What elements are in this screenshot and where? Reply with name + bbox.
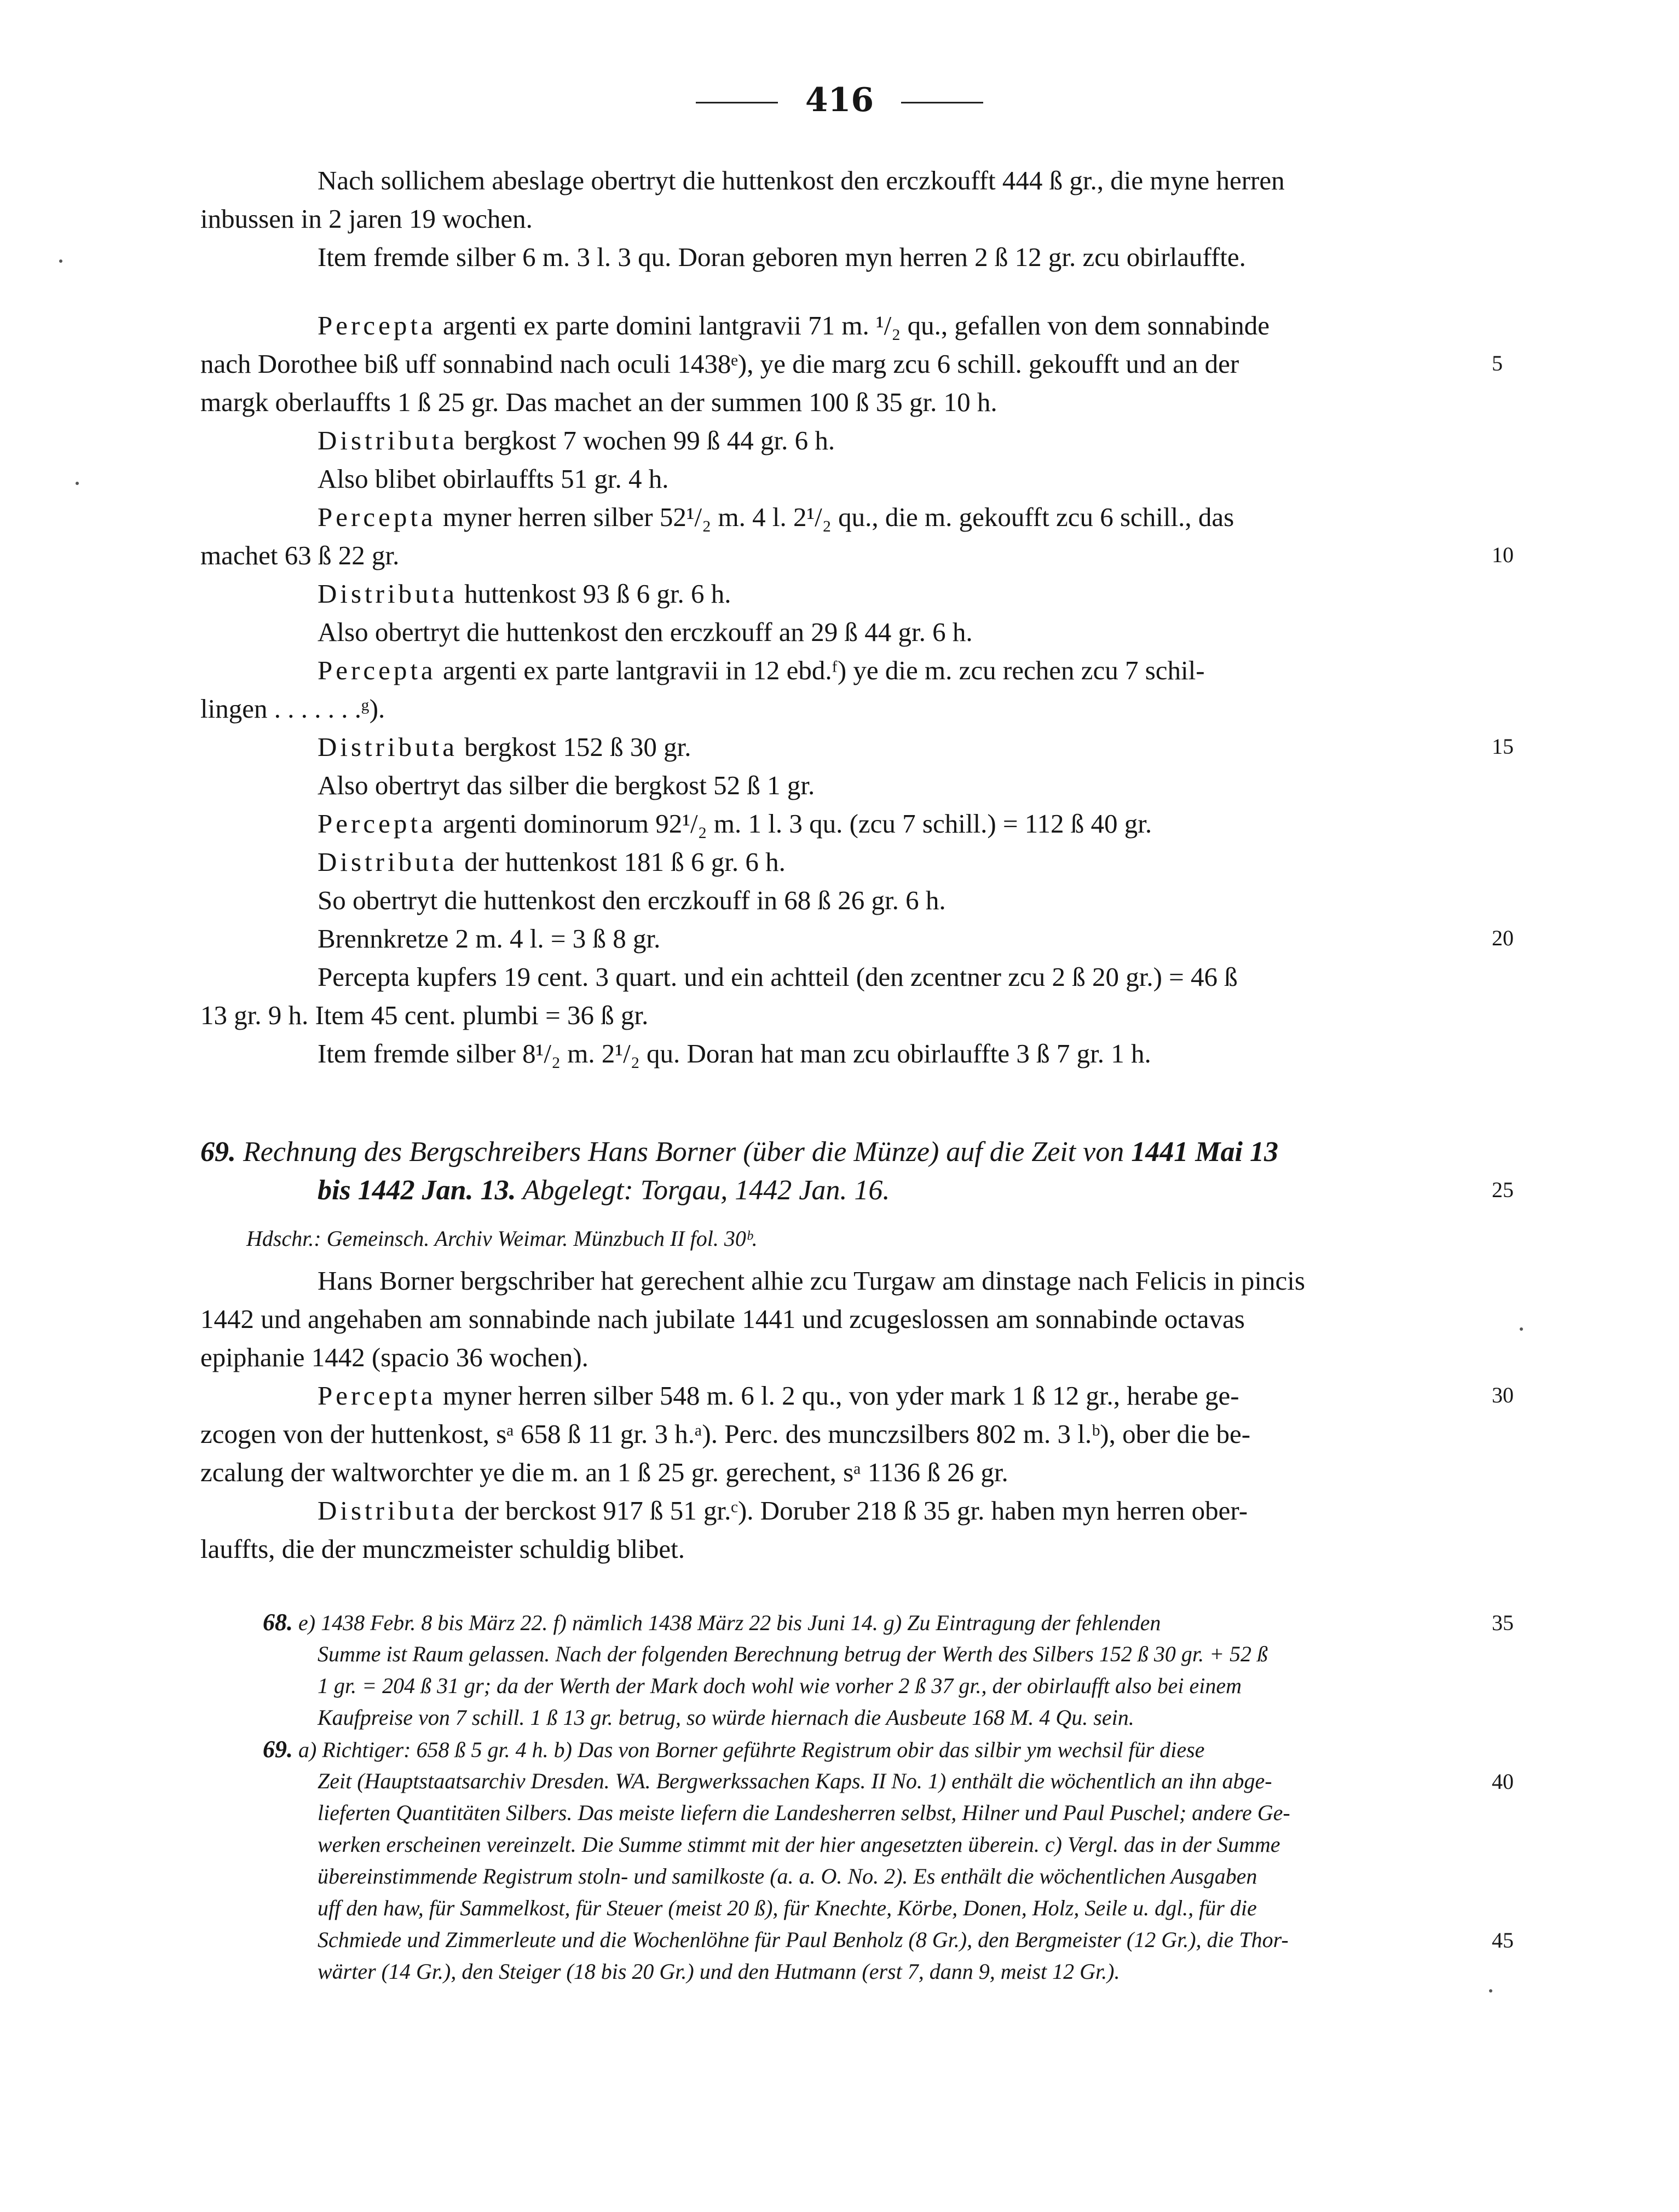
line-number: 40 bbox=[1492, 1769, 1514, 1794]
text-line: Distributa bergkost 152 ß 30 gr. bbox=[318, 732, 691, 762]
page-number: 416 bbox=[805, 81, 874, 119]
text-line: Distributa der huttenkost 181 ß 6 gr. 6 h. bbox=[318, 847, 786, 877]
line-number: 5 bbox=[1492, 351, 1503, 376]
text-line: zcalung der waltworchter ye die m. an 1 ß 25 gr. gerechent, sᵃ 1136 ß 26 gr. bbox=[200, 1457, 1008, 1487]
source-note: Hdschr.: Gemeinsch. Archiv Weimar. Münzbuch II fol. 30ᵇ. bbox=[246, 1226, 758, 1251]
text-line: inbussen in 2 jaren 19 wochen. bbox=[200, 204, 533, 234]
text-line: Brennkretze 2 m. 4 l. = 3 ß 8 gr. bbox=[318, 923, 661, 954]
text-line: So obertryt die huttenkost den erczkouff in 68 ß 26 gr. 6 h. bbox=[318, 885, 946, 915]
distributa-label: Distributa bbox=[318, 847, 458, 877]
header-rule-right bbox=[901, 102, 983, 103]
text-line: nach Dorothee biß uff sonnabind nach oculi 1438ᵉ), ye die marg zcu 6 schill. gekoufft und an der bbox=[200, 349, 1239, 379]
distributa-label: Distributa bbox=[318, 579, 458, 609]
text-line: Percepta argenti ex parte lantgravii in 12 ebd.ᶠ) ye die m. zcu rechen zcu 7 schil- bbox=[318, 655, 1205, 685]
scan-speck bbox=[76, 482, 79, 485]
text-line: Percepta kupfers 19 cent. 3 quart. und ein achtteil (den zcentner zcu 2 ß 20 gr.) = 46 ß bbox=[318, 962, 1238, 992]
scan-speck bbox=[1489, 1989, 1492, 1992]
scan-speck bbox=[59, 259, 62, 263]
text-line: Item fremde silber 6 m. 3 l. 3 qu. Doran geboren myn herren 2 ß 12 gr. zcu obirlauffte. bbox=[318, 242, 1246, 272]
text-line: lingen . . . . . . .ᵍ). bbox=[200, 694, 385, 724]
text-line: Percepta argenti dominorum 92¹/₂ m. 1 l. 3 qu. (zcu 7 schill.) = 112 ß 40 gr. bbox=[318, 808, 1152, 839]
text-line: Also blibet obirlauffts 51 gr. 4 h. bbox=[318, 464, 669, 494]
line-number: 15 bbox=[1492, 734, 1514, 759]
text-line: zcogen von der huttenkost, sᵃ 658 ß 11 gr. 3 h.ᵃ). Perc. des munczsilbers 802 m. 3 l.ᵇ), ober die be- bbox=[200, 1419, 1251, 1449]
percepta-label: Percepta bbox=[318, 502, 436, 532]
entry-number: 69. bbox=[200, 1136, 236, 1168]
percepta-label: Percepta bbox=[318, 655, 436, 685]
entry-title: 69. Rechnung des Bergschreibers Hans Borner (über die Münze) auf die Zeit von 1441 Mai 13 bbox=[200, 1136, 1278, 1168]
footnote-line: Summe ist Raum gelassen. Nach der folgenden Berechnung betrug der Werth des Silbers 152 ß 30 gr. + 52 ß bbox=[318, 1642, 1268, 1666]
percepta-label: Percepta bbox=[318, 808, 436, 839]
text-line: machet 63 ß 22 gr. bbox=[200, 540, 400, 570]
footnote-line: uff den haw, für Sammelkost, für Steuer (meist 20 ß), für Knechte, Körbe, Donen, Holz, Seile u. dgl., für die bbox=[318, 1896, 1257, 1920]
footnote-line: lieferten Quantitäten Silbers. Das meiste liefern die Landesherren selbst, Hilner und Paul Puschel; andere Ge- bbox=[318, 1800, 1290, 1825]
text-line: 13 gr. 9 h. Item 45 cent. plumbi = 36 ß gr. bbox=[200, 1000, 649, 1030]
header-rule-left bbox=[696, 102, 778, 103]
footnote-line: 68. e) 1438 Febr. 8 bis März 22. f) nämlich 1438 März 22 bis Juni 14. g) Zu Eintragung der fehlenden bbox=[263, 1609, 1161, 1636]
text-line: margk oberlauffts 1 ß 25 gr. Das machet an der summen 100 ß 35 gr. 10 h. bbox=[200, 387, 997, 417]
footnote-line: Zeit (Hauptstaatsarchiv Dresden. WA. Bergwerkssachen Kaps. II No. 1) enthält die wöchentlich an ihn abge- bbox=[318, 1769, 1272, 1793]
distributa-label: Distributa bbox=[318, 732, 458, 762]
line-number: 45 bbox=[1492, 1928, 1514, 1953]
footnote-line: Schmiede und Zimmerleute und die Wochenlöhne für Paul Benholz (8 Gr.), den Bergmeister (12 Gr.), die Thor- bbox=[318, 1927, 1289, 1952]
percepta-label: Percepta bbox=[318, 1381, 436, 1411]
text-line: Also obertryt die huttenkost den erczkouff an 29 ß 44 gr. 6 h. bbox=[318, 617, 973, 647]
text-line: Also obertryt das silber die bergkost 52 ß 1 gr. bbox=[318, 770, 815, 800]
text-line: Distributa huttenkost 93 ß 6 gr. 6 h. bbox=[318, 579, 731, 609]
footnote-line: wärter (14 Gr.), den Steiger (18 bis 20 Gr.) und den Hutmann (erst 7, dann 9, meist 12 Gr.). bbox=[318, 1959, 1120, 1984]
text-line: Percepta myner herren silber 52¹/₂ m. 4 l. 2¹/₂ qu., die m. gekoufft zcu 6 schill., das bbox=[318, 502, 1234, 532]
scan-speck bbox=[1520, 1327, 1523, 1331]
text-line: Distributa bergkost 7 wochen 99 ß 44 gr. 6 h. bbox=[318, 425, 835, 455]
percepta-label: Percepta bbox=[318, 310, 436, 340]
line-number: 25 bbox=[1492, 1177, 1514, 1202]
footnote-line: Kaufpreise von 7 schill. 1 ß 13 gr. betrug, so würde hiernach die Ausbeute 168 M. 4 Qu. sein. bbox=[318, 1705, 1134, 1730]
page-header bbox=[0, 81, 1679, 119]
footnote-number: 68. bbox=[263, 1609, 293, 1636]
footnote-line: werken erscheinen vereinzelt. Die Summe stimmt mit der hier angesetzten überein. c) Vergl. das in der Summe bbox=[318, 1832, 1280, 1857]
distributa-label: Distributa bbox=[318, 1495, 458, 1526]
text-line: Item fremde silber 8¹/₂ m. 2¹/₂ qu. Doran hat man zcu obirlauffte 3 ß 7 gr. 1 h. bbox=[318, 1038, 1151, 1069]
line-number: 20 bbox=[1492, 926, 1514, 950]
text-line: epiphanie 1442 (spacio 36 wochen). bbox=[200, 1342, 588, 1372]
distributa-label: Distributa bbox=[318, 425, 458, 455]
text-line: Percepta argenti ex parte domini lantgravii 71 m. ¹/₂ qu., gefallen von dem sonnabinde bbox=[318, 310, 1270, 340]
text-line: lauffts, die der munczmeister schuldig blibet. bbox=[200, 1534, 685, 1564]
entry-title-cont: bis 1442 Jan. 13. Abgelegt: Torgau, 1442 Jan. 16. bbox=[318, 1175, 890, 1206]
footnote-line: 1 gr. = 204 ß 31 gr; da der Werth der Mark doch wohl wie vorher 2 ß 37 gr., der obirlaufft also bei einem bbox=[318, 1673, 1242, 1698]
footnote-line: übereinstimmende Registrum stoln- und samilkoste (a. a. O. No. 2). Es enthält die wöchentlichen Ausgaben bbox=[318, 1864, 1257, 1888]
footnote-number: 69. bbox=[263, 1736, 293, 1763]
text-line: 1442 und angehaben am sonnabinde nach jubilate 1441 und zcugeslossen am sonnabinde octavas bbox=[200, 1304, 1245, 1334]
footnote-line: 69. a) Richtiger: 658 ß 5 gr. 4 h. b) Das von Borner geführte Registrum obir das silbir ym wechsil für diese bbox=[263, 1736, 1205, 1763]
line-number: 30 bbox=[1492, 1383, 1514, 1407]
text-line: Percepta myner herren silber 548 m. 6 l. 2 qu., von yder mark 1 ß 12 gr., herabe ge- bbox=[318, 1381, 1239, 1411]
text-line: Nach sollichem abeslage obertryt die huttenkost den erczkoufft 444 ß gr., die myne herren bbox=[318, 165, 1285, 195]
line-number: 35 bbox=[1492, 1610, 1514, 1635]
text-line: Distributa der berckost 917 ß 51 gr.ᶜ). Doruber 218 ß 35 gr. haben myn herren ober- bbox=[318, 1495, 1248, 1526]
text-line: Hans Borner bergschriber hat gerechent alhie zcu Turgaw am dinstage nach Felicis in pincis bbox=[318, 1266, 1305, 1296]
line-number: 10 bbox=[1492, 542, 1514, 567]
